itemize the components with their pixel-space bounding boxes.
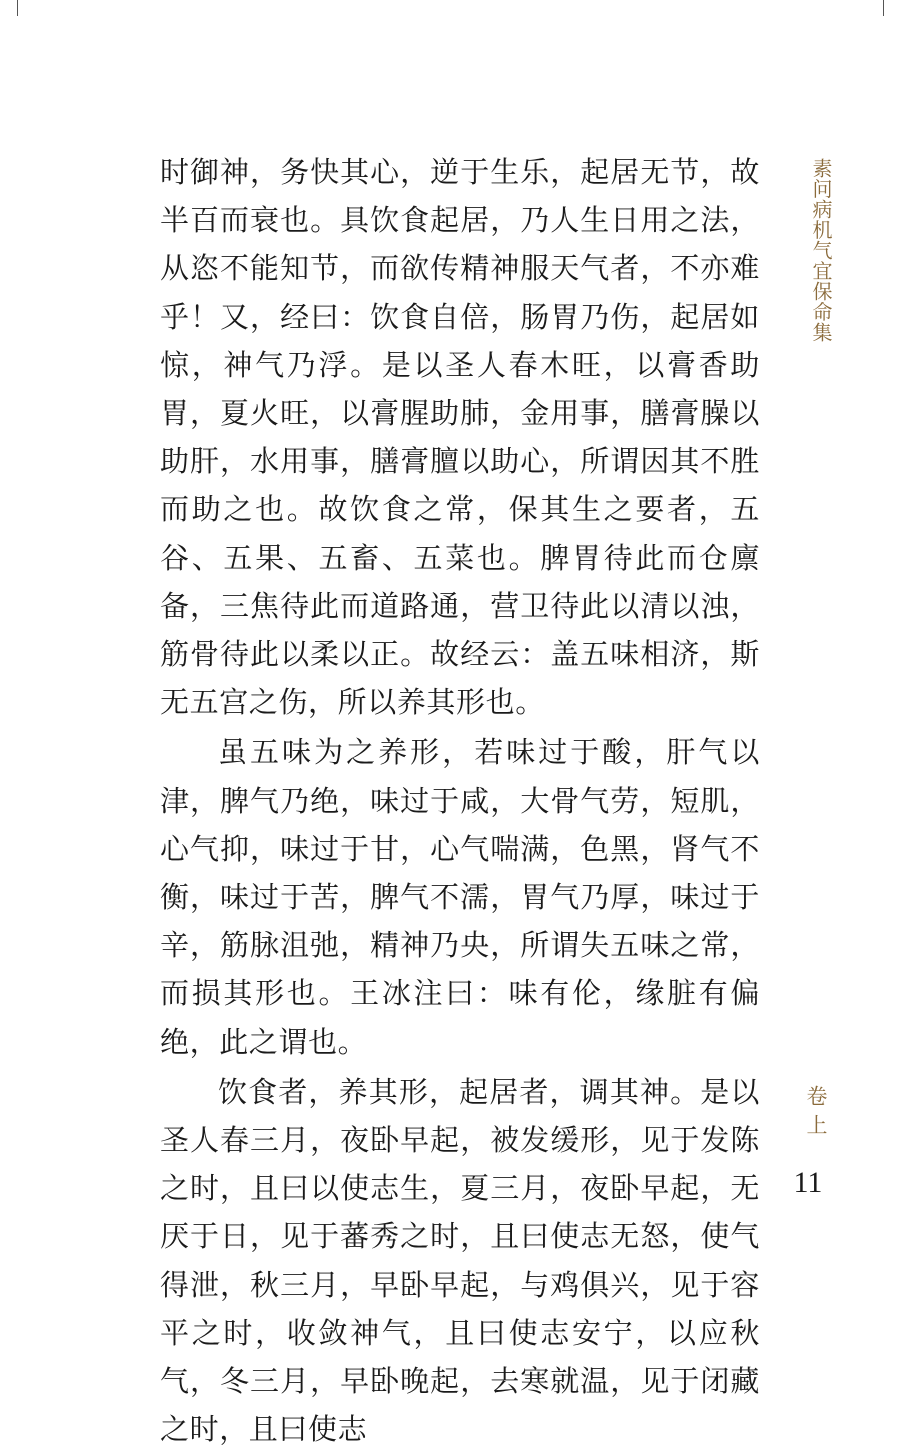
- crop-mark-left: [17, 0, 18, 16]
- page-number: 11: [793, 1166, 823, 1199]
- crop-mark-right: [883, 0, 884, 16]
- body-text: [160, 148, 760, 1453]
- paragraph-3: 饮食者，养其形，起居者，调其神。是以圣人春三月，夜卧早起，被发缓形，见于发陈之时，且曰以使志生，夏三月，夜卧早起，无厌于日，见于蕃秀之时，且曰使志无怒，使气得泄，秋三月，早卧早起，与鸡俱兴，见于容平之时，收敛神气，且曰使志安宁，以应秋气，冬三月，早卧晚起，去寒就温，见于闭藏之时，且曰使志: [160, 1074, 760, 1447]
- paragraph-2: 虽五味为之养形，若味过于酸，肝气以津，脾气乃绝，味过于咸，大骨气劳，短肌，心气抑，味过于甘，心气喘满，色黑，肾气不衡，味过于苦，脾气不濡，胃气乃厚，味过于辛，筋脉沮弛，精神乃央，所谓失五味之常，而损其形也。王冰注曰：味有伦，缘脏有偏绝，此之谓也。: [160, 735, 760, 1059]
- chapter-label: 卷上: [804, 1085, 828, 1143]
- paragraph-1: 时御神，务快其心，逆于生乐，起居无节，故半百而衰也。具饮食起居，乃人生日用之法，从恣不能知节，而欲传精神服天气者，不亦难乎！又，经曰：饮食自倍，肠胃乃伤，起居如惊，神气乃浮。是以圣人春木旺，以膏香助胃，夏火旺，以膏腥助肺，金用事，膳膏臊以助肝，水用事，膳膏膻以助心，所谓因其不胜而助之也。故饮食之常，保其生之要者，五谷、五果、五畜、五菜也。脾胃待此而仓廪备，三焦待此而道路通，营卫待此以清以浊，筋骨待此以柔以正。故经云：盖五味相济，斯无五宫之伤，所以养其形也。: [160, 155, 760, 720]
- running-title: 素问病机气宜保命集: [809, 158, 833, 343]
